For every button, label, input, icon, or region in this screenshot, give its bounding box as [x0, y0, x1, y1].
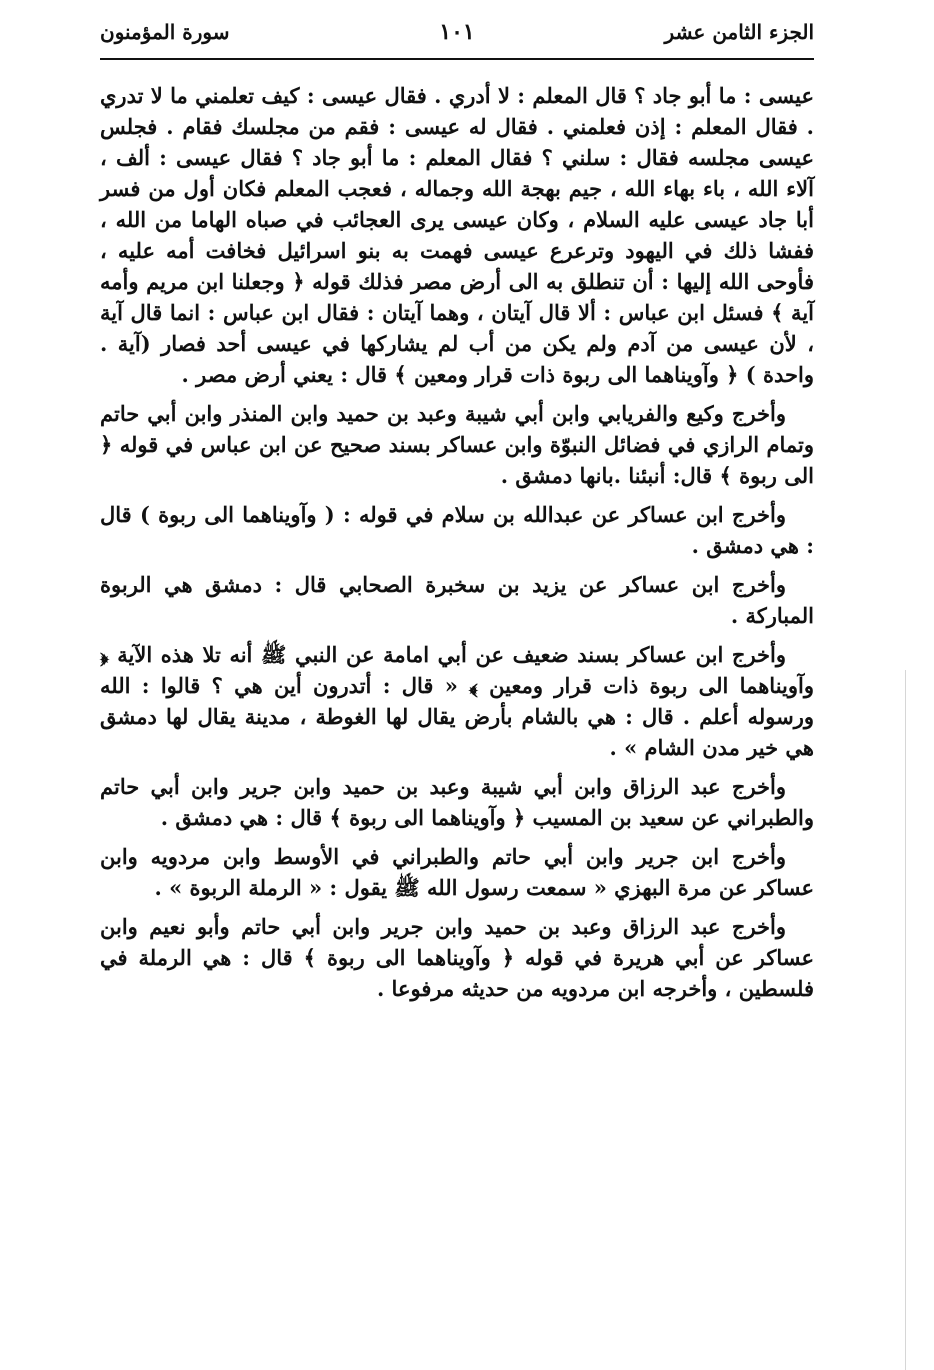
section-title: الجزء الثامن عشر [664, 20, 814, 44]
paragraph: وأخرج ابن عساكر بسند ضعيف عن أبي امامة عن النبي ﷺ أنه تلا هذه الآية ﴿ وآويناهما الى ربوة ذات قرار ومعين ﴾ « قال : أتدرون أين هي ؟ قالوا : الله ورسوله أعلم . قال : هي بالشام بأرض يقال لها الغوطة ، مدينة يقال لها دمشق هي خير مدن الشام » . [100, 642, 814, 760]
page-text [100, 80, 814, 1322]
paragraph: وأخرج وكيع والفريابي وابن أبي شيبة وعبد بن حميد وابن المنذر وابن أبي حاتم وتمام الرازي في فضائل النبوّة وابن عساكر بسند صحيح عن ابن عباس في قوله ﴿ الى ربوة ﴾ قال: أنبئنا .بانها دمشق . [100, 401, 814, 488]
paragraph: وأخرج ابن عساكر عن عبدالله بن سلام في قوله : ( وآويناهما الى ربوة ) قال : هي دمشق . [100, 502, 814, 558]
paragraph: عيسى : ما أبو جاد ؟ قال المعلم : لا أدري . فقال عيسى : كيف تعلمني ما لا تدري . فقال المعلم : إذن فعلمني . فقال له عيسى : فقم من مجلسك فقام . فجلس عيسى مجلسه فقال : سلني ؟ فقال المعلم : ما أبو جاد ؟ فقال عيسى : ألف ، آلاء الله ، باء بهاء الله ، جيم بهجة الله وجماله ، فعجب المعلم فكان أول من فسر أبا جاد عيسى عليه السلام ، وكان عيسى يرى العجائب في صباه الهاما من الله ، ففشا ذلك في اليهود وترعرع عيسى فهمت به بنو اسرائيل فخافت أمه عليه ، فأوحى الله إليها : أن تنطلق به الى أرض مصر فذلك قوله ﴿ وجعلنا ابن مريم وأمه آية ﴾ فسئل ابن عباس : ألا قال آيتان ، وهما آيتان : فقال ابن عباس : انما قال آية ، لأن عيسى من آدم ولم يكن من أب لم يشاركها في عيسى أحد فصار (آية . واحدة ) ﴿ وآويناهما الى ربوة ذات قرار ومعين ﴾ قال : يعني أرض مصر . [100, 83, 814, 387]
page-number: ١٠١ [439, 19, 475, 45]
scan-edge-line [905, 670, 906, 1370]
page-header [100, 12, 814, 52]
paragraph: وأخرج ابن جرير وابن أبي حاتم والطبراني في الأوسط وابن مردويه وابن عساكر عن مرة البهزي « سمعت رسول الله ﷺ يقول : « الرملة الربوة » . [100, 844, 814, 900]
header-divider [100, 58, 814, 60]
surah-title: سورة المؤمنون [100, 20, 230, 44]
paragraph: وأخرج ابن عساكر عن يزيد بن سخبرة الصحابي قال : دمشق هي الربوة المباركة . [100, 572, 814, 628]
paragraph: وأخرج عبد الرزاق وابن أبي شيبة وعبد بن حميد وابن جرير وابن أبي حاتم والطبراني عن سعيد بن المسيب ﴿ وآويناهما الى ربوة ﴾ قال : هي دمشق . [100, 774, 814, 830]
paragraph: وأخرج عبد الرزاق وعبد بن حميد وابن جرير وابن أبي حاتم وأبو نعيم وابن عساكر عن أبي هريرة في قوله ﴿ وآويناهما الى ربوة ﴾ قال : هي الرملة في فلسطين ، وأخرجه ابن مردويه من حديثه مرفوعا . [100, 914, 814, 1001]
